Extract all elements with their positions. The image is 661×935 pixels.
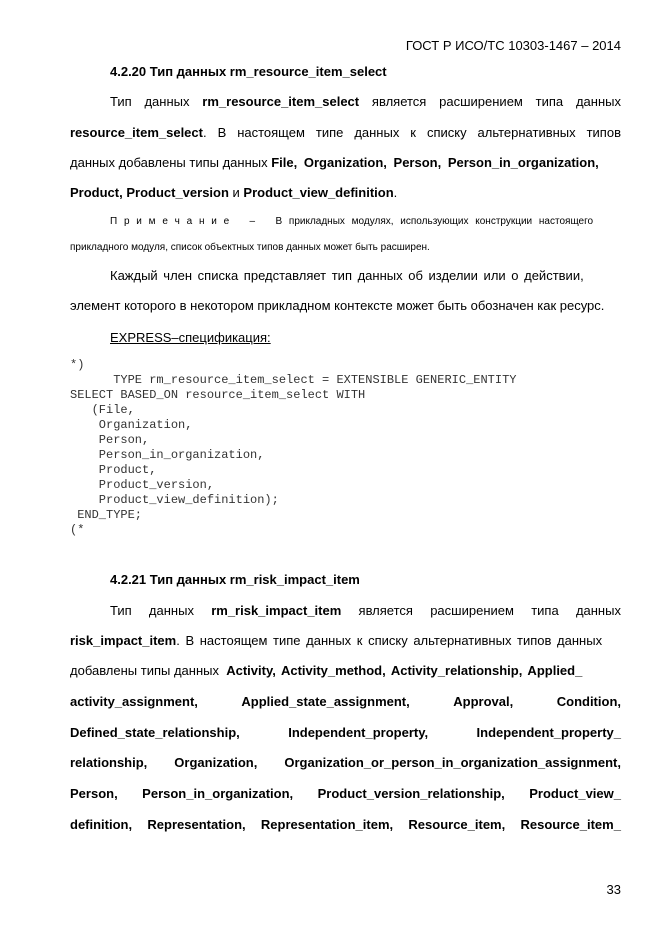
- term: Resource_item,: [408, 817, 506, 832]
- paragraph-line: [70, 817, 621, 832]
- term: Representation,: [147, 817, 246, 832]
- word: к: [410, 125, 416, 140]
- section-heading-4-2-21: 4.2.21 Тип данных rm_risk_impact_item: [110, 572, 360, 587]
- term: Approval,: [453, 694, 514, 709]
- word: типе: [315, 125, 344, 140]
- text-run: данных добавлены типы данных: [70, 155, 268, 170]
- paragraph-line: [110, 94, 621, 109]
- word: типа: [535, 94, 564, 109]
- word: списку: [426, 125, 467, 140]
- word: В: [217, 125, 227, 140]
- term: relationship,: [70, 755, 148, 770]
- term: resource_item_select: [70, 125, 203, 140]
- term: Defined_state_relationship,: [70, 725, 240, 740]
- term: Condition,: [556, 694, 621, 709]
- word: настоящем: [237, 125, 305, 140]
- word: типа: [531, 603, 559, 618]
- paragraph-line: [70, 725, 621, 740]
- paragraph-line: [70, 185, 621, 200]
- word: расширением: [439, 94, 523, 109]
- term: Organization,: [174, 755, 258, 770]
- paragraph-line: [70, 786, 621, 801]
- paragraph-line: элемент которого в некотором прикладном контексте может быть обозначен как ресурс.: [70, 298, 605, 313]
- paragraph-line: [70, 633, 621, 648]
- text-run: . В настоящем типе данных к списку альтернативных типов данных: [176, 633, 603, 648]
- term-list: Product, Product_version: [70, 185, 229, 200]
- word: является: [358, 603, 413, 618]
- note-line: прикладного модуля, список объектных типов данных может быть расширен.: [70, 242, 430, 253]
- term: Representation_item,: [260, 817, 394, 832]
- text-run: добавлены типы данных: [70, 663, 219, 678]
- word: расширением: [430, 603, 514, 618]
- term: risk_impact_item: [70, 633, 177, 648]
- word: данных: [575, 603, 621, 618]
- word: Тип: [110, 603, 132, 618]
- term: Independent_property,: [288, 725, 429, 740]
- paragraph-line: [70, 155, 621, 170]
- paragraph-line: [70, 125, 621, 140]
- express-code-block: *) TYPE rm_resource_item_select = EXTENSIBLE GENERIC_ENTITY SELECT BASED_ON resource_item_select WITH (File, Organization, Person, Person_in_organization, Product, Product_version, Product_view_definition); END_TYPE; (*: [70, 358, 517, 537]
- term: Product_view_definition: [243, 185, 394, 200]
- word: .: [202, 125, 207, 140]
- word: типов: [586, 125, 621, 140]
- term: rm_resource_item_select: [202, 94, 360, 109]
- term: Independent_property_: [476, 725, 621, 740]
- term: Resource_item_: [520, 817, 621, 832]
- term: activity_assignment,: [70, 694, 198, 709]
- term-list: File, Organization, Person, Person_in_organization,: [271, 155, 599, 170]
- paragraph-line: [70, 663, 621, 678]
- section-heading-4-2-20: 4.2.20 Тип данных rm_resource_item_select: [110, 64, 387, 79]
- word: данных: [354, 125, 400, 140]
- term: definition,: [70, 817, 133, 832]
- word: данных: [144, 94, 190, 109]
- paragraph-line: [70, 755, 621, 770]
- text-run: .: [393, 185, 398, 200]
- text-run: и: [228, 185, 244, 200]
- term-list: Activity, Activity_method, Activity_relationship, Applied_: [226, 663, 583, 678]
- page-number: 33: [606, 882, 621, 897]
- term: Product_version_relationship,: [317, 786, 505, 801]
- word: данных: [575, 94, 621, 109]
- note-line: П р и м е ч а н и е – В прикладных модулях, использующих конструкции настоящего: [110, 216, 594, 227]
- express-specification-label: EXPRESS–спецификация:: [110, 330, 271, 345]
- word: альтернативных: [477, 125, 576, 140]
- term: Product_view_: [529, 786, 621, 801]
- term: rm_risk_impact_item: [211, 603, 342, 618]
- paragraph-line: [70, 694, 621, 709]
- word: Тип: [110, 94, 132, 109]
- document-header: ГОСТ Р ИСО/ТС 10303-1467 – 2014: [405, 38, 621, 53]
- term: Person_in_organization,: [142, 786, 294, 801]
- word: данных: [148, 603, 194, 618]
- paragraph-line: Каждый член списка представляет тип данных об изделии или о действии,: [110, 268, 584, 283]
- paragraph-line: [110, 603, 621, 618]
- term: Organization_or_person_in_organization_assignment,: [284, 755, 621, 770]
- term: Person,: [70, 786, 118, 801]
- word: является: [371, 94, 427, 109]
- term: Applied_state_assignment,: [241, 694, 410, 709]
